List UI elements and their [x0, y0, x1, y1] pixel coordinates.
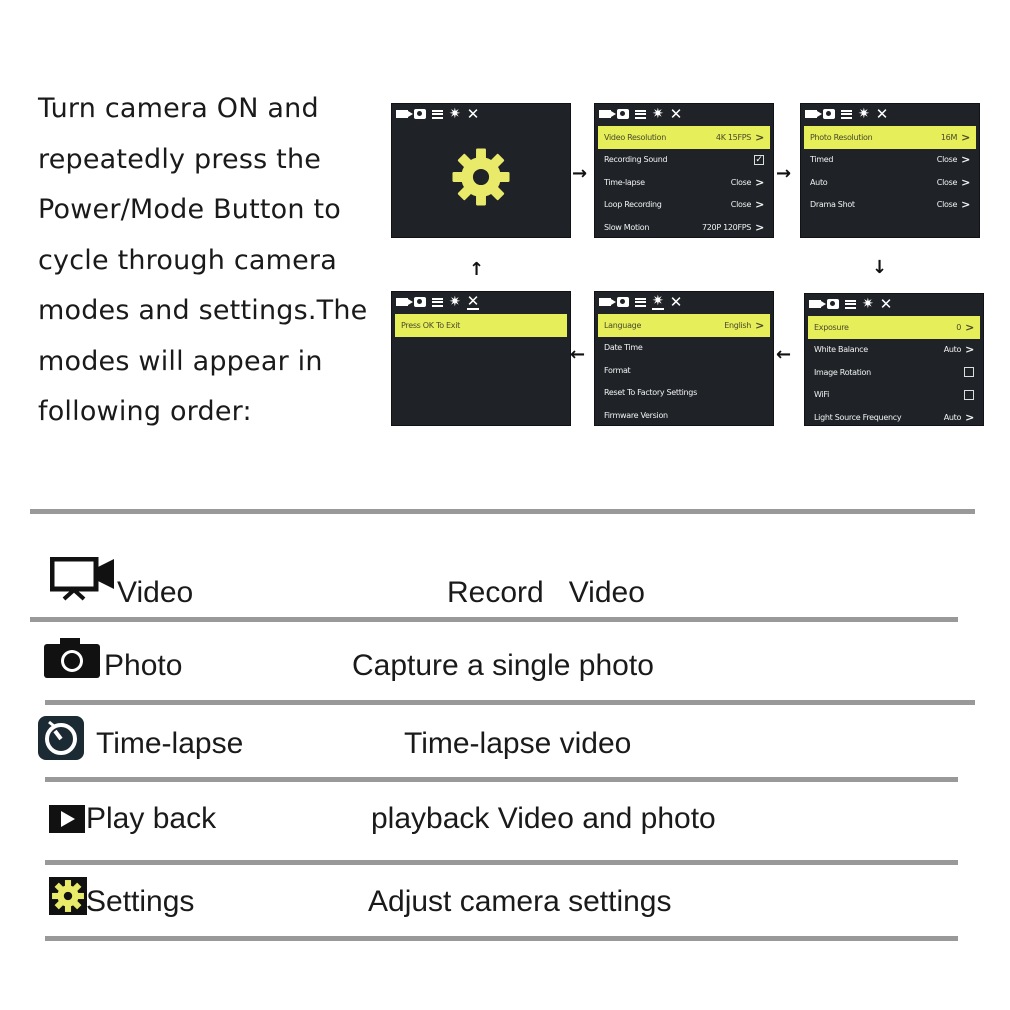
chevron-right-icon: >: [965, 343, 974, 357]
menu-row[interactable]: [808, 361, 980, 384]
menu-icon: [432, 298, 443, 307]
close-icon: ✕: [879, 295, 893, 313]
menu-row-label: Time-lapse: [604, 177, 645, 187]
menu-row[interactable]: [598, 216, 770, 238]
menu-row-label: Slow Motion: [604, 222, 650, 232]
mode-description: Adjust camera settings: [368, 885, 672, 918]
menu-row-value-text: Auto: [943, 412, 962, 422]
arrow-left-icon: ←: [570, 344, 586, 365]
large-gear-icon: [450, 146, 512, 208]
mode-description: Time-lapse video: [404, 727, 632, 760]
menu-row[interactable]: [598, 404, 770, 426]
mode-name: Settings: [86, 885, 195, 918]
menu-row-value-text: English: [724, 320, 752, 330]
close-icon: ✕: [466, 292, 480, 310]
mode-name: Video: [117, 576, 194, 609]
screen-status-bar: [392, 104, 570, 124]
screen-status-bar: [801, 104, 979, 124]
menu-row[interactable]: [598, 314, 770, 337]
menu-row[interactable]: [598, 149, 770, 172]
menu-row-label: Reset To Factory Settings: [604, 388, 697, 398]
divider: [45, 700, 975, 705]
menu-row-value: [937, 176, 970, 189]
menu-row[interactable]: [804, 194, 976, 217]
menu-row[interactable]: [808, 406, 980, 426]
checkbox[interactable]: [964, 367, 974, 377]
screen-status-bar: [805, 294, 983, 314]
photo-mode-icon: [823, 109, 835, 119]
menu-row-value: [731, 198, 764, 211]
menu-row-label: Date Time: [604, 343, 643, 353]
close-icon: ✕: [875, 105, 889, 123]
menu-row-label: WiFi: [814, 390, 829, 400]
mode-name: Play back: [86, 802, 217, 835]
mode-name: Time-lapse: [96, 727, 244, 760]
menu-row-value: [937, 153, 970, 166]
menu-row[interactable]: [804, 149, 976, 172]
chevron-right-icon: >: [755, 318, 764, 332]
menu-row-value-text: Close: [936, 177, 958, 187]
menu-row[interactable]: [598, 194, 770, 217]
menu-row[interactable]: [598, 382, 770, 405]
timelapse-icon: [38, 716, 84, 760]
menu-row-value-text: 16M: [940, 132, 958, 142]
screen-video-menu: [594, 103, 774, 238]
menu-row-label: Firmware Version: [604, 410, 668, 420]
mode-description: playback Video and photo: [371, 802, 716, 835]
gear-icon: ✷: [449, 106, 461, 122]
intro-line: Power/Mode Button to: [38, 194, 342, 225]
close-icon: ✕: [466, 105, 480, 123]
menu-row[interactable]: [598, 359, 770, 382]
chevron-right-icon: >: [755, 198, 764, 212]
photo-mode-icon: [617, 109, 629, 119]
mode-name: Photo: [104, 649, 183, 682]
menu-row-value-text: 720P 120FPS: [701, 222, 752, 232]
screen-system-menu: [594, 291, 774, 426]
menu-row-value: [702, 221, 764, 234]
menu-row-label: Photo Resolution: [810, 132, 873, 142]
checkbox-checked[interactable]: ✓: [755, 154, 763, 165]
menu-row-value-text: 4K 15FPS: [715, 132, 752, 142]
gear-icon: [49, 877, 87, 915]
intro-line: modes and settings.The: [38, 295, 368, 326]
screen-settings-menu: [804, 293, 984, 426]
menu-row-label: White Balance: [814, 345, 868, 355]
checkbox[interactable]: [964, 390, 974, 400]
menu-row[interactable]: [598, 126, 770, 149]
menu-row-label: Timed: [810, 155, 834, 165]
menu-row-value-text: Close: [936, 200, 958, 210]
menu-row[interactable]: [804, 126, 976, 149]
intro-line: modes will appear in: [38, 345, 323, 377]
intro-line: following order:: [38, 396, 252, 427]
menu-row-label: Drama Shot: [810, 200, 855, 210]
gear-icon: ✷: [858, 106, 870, 122]
chevron-right-icon: >: [961, 153, 970, 167]
gear-icon: ✷: [862, 296, 874, 312]
divider: [45, 936, 958, 941]
video-mode-icon: [599, 110, 611, 118]
menu-rows: [392, 312, 570, 337]
video-camera-icon: [50, 557, 116, 601]
menu-row[interactable]: [598, 337, 770, 360]
menu-row-value-text: Close: [936, 155, 958, 165]
menu-row-label: Light Source Frequency: [814, 412, 902, 422]
gear-icon: ✷: [449, 294, 461, 310]
chevron-right-icon: >: [965, 410, 974, 424]
gear-icon: ✷: [652, 293, 664, 309]
menu-row-value: [964, 390, 974, 400]
video-mode-icon: [599, 298, 611, 306]
arrow-up-icon: ↑: [469, 259, 485, 280]
menu-row-label: Loop Recording: [604, 200, 662, 210]
divider: [30, 509, 975, 514]
chevron-right-icon: >: [755, 175, 764, 189]
menu-icon: [635, 298, 646, 307]
screen-settings-entry: [391, 103, 571, 238]
menu-row-value: [754, 155, 764, 165]
screen-exit-menu: [391, 291, 571, 426]
arrow-left-icon: ←: [776, 344, 792, 365]
chevron-right-icon: >: [965, 320, 974, 334]
video-mode-icon: [396, 298, 408, 306]
menu-icon: [845, 300, 856, 309]
chevron-right-icon: >: [755, 220, 764, 234]
menu-row-value: [944, 343, 974, 356]
menu-row-label: Image Rotation: [814, 367, 871, 377]
screen-status-bar: [595, 104, 773, 124]
menu-row-value: [944, 411, 974, 424]
arrow-right-icon: →: [776, 163, 792, 184]
menu-row-label: Press OK To Exit: [401, 320, 460, 330]
video-mode-icon: [396, 110, 408, 118]
play-icon: [49, 805, 85, 833]
chevron-right-icon: >: [755, 130, 764, 144]
gear-icon: ✷: [652, 106, 664, 122]
menu-row-value: [956, 321, 974, 334]
menu-icon: [432, 110, 443, 119]
intro-text: [38, 84, 378, 438]
menu-row-value: [724, 319, 764, 332]
menu-rows: [595, 312, 773, 426]
menu-icon: [635, 110, 646, 119]
menu-row-label: Format: [604, 365, 631, 375]
menu-row[interactable]: [395, 314, 567, 337]
menu-row[interactable]: [808, 339, 980, 362]
photo-mode-icon: [827, 299, 839, 309]
menu-row[interactable]: [804, 171, 976, 194]
menu-row[interactable]: [598, 171, 770, 194]
menu-row-label: Language: [604, 320, 642, 330]
menu-row-value-text: 0: [956, 322, 962, 332]
menu-row[interactable]: [808, 316, 980, 339]
mode-description: Capture a single photo: [352, 649, 654, 682]
menu-row-value: [731, 176, 764, 189]
arrow-right-icon: →: [572, 163, 588, 184]
screen-status-bar: [392, 292, 570, 312]
close-icon: ✕: [669, 105, 683, 123]
menu-row-label: Auto: [810, 177, 828, 187]
menu-row-value: [716, 131, 764, 144]
screen-status-bar: [595, 292, 773, 312]
menu-row-value-text: Close: [730, 177, 752, 187]
menu-rows: [801, 124, 979, 216]
intro-line: cycle through camera: [38, 244, 337, 276]
menu-row-value: [941, 131, 970, 144]
divider: [45, 777, 958, 782]
divider: [30, 617, 958, 622]
video-mode-icon: [805, 110, 817, 118]
menu-rows: [595, 124, 773, 238]
menu-row-value: [964, 367, 974, 377]
photo-camera-icon: [44, 638, 100, 678]
intro-line: repeatedly press the: [38, 143, 322, 175]
mode-description: Record Video: [447, 576, 645, 609]
video-mode-icon: [809, 300, 821, 308]
menu-row[interactable]: [808, 384, 980, 407]
menu-rows: [805, 314, 983, 426]
chevron-right-icon: >: [961, 130, 970, 144]
intro-line: Turn camera ON and: [38, 93, 319, 124]
photo-mode-icon: [414, 297, 426, 307]
arrow-down-icon: ↓: [872, 257, 888, 278]
menu-icon: [841, 110, 852, 119]
menu-row-label: Video Resolution: [604, 132, 666, 142]
menu-row-value: [937, 198, 970, 211]
chevron-right-icon: >: [961, 198, 970, 212]
screen-photo-menu: [800, 103, 980, 238]
menu-row-value-text: Auto: [943, 345, 962, 355]
menu-row-label: Recording Sound: [604, 155, 668, 165]
photo-mode-icon: [617, 297, 629, 307]
close-icon: ✕: [669, 293, 683, 311]
divider: [45, 860, 958, 865]
menu-row-label: Exposure: [814, 322, 849, 332]
chevron-right-icon: >: [961, 175, 970, 189]
menu-row-value-text: Close: [730, 200, 752, 210]
photo-mode-icon: [414, 109, 426, 119]
